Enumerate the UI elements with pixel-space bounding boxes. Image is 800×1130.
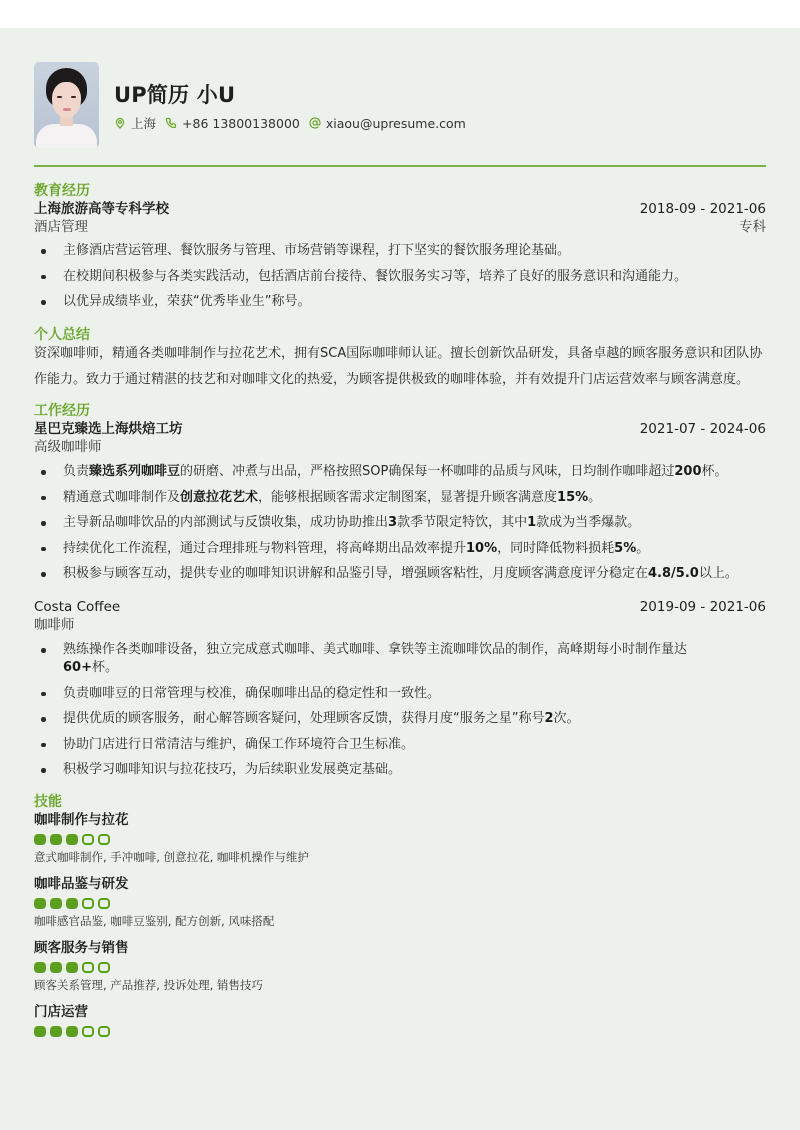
highlight-text: 臻选系列咖啡豆 [89, 464, 181, 479]
skill-level [34, 898, 766, 909]
job-date: 2021-07 - 2024-06 [639, 421, 766, 437]
skill-level [34, 1026, 766, 1037]
list-item: 负责臻选系列咖啡豆的研磨、冲煮与出品，严格按照SOP确保每一杯咖啡的品质与风味，日均制作咖啡超过200杯。 [34, 463, 766, 481]
level-dot-filled-icon [50, 962, 62, 973]
highlight-text: 1 [527, 515, 537, 530]
job-date: 2019-09 - 2021-06 [639, 599, 766, 615]
skill-item [34, 939, 766, 994]
location-pin-icon [114, 117, 126, 129]
section-title: 个人总结 [34, 327, 90, 343]
contact-phone-text: +86 13800138000 [182, 115, 300, 131]
skill-item [34, 811, 766, 866]
education-date: 2018-09 - 2021-06 [639, 201, 766, 217]
skill-desc: 顾客关系管理, 产品推荐, 投诉处理, 销售技巧 [34, 978, 263, 992]
skills-list [34, 811, 766, 1037]
section-title: 工作经历 [34, 403, 90, 419]
level-dot-filled-icon [50, 898, 62, 909]
level-dot-empty-icon [98, 1026, 110, 1037]
level-dot-filled-icon [34, 1026, 46, 1037]
contact-email[interactable] [309, 116, 466, 131]
list-item: 积极学习咖啡知识与拉花技巧，为后续职业发展奠定基础。 [34, 761, 766, 779]
contact-email-text[interactable]: xiaou@upresume.com [325, 115, 466, 131]
highlight-text: 10% [466, 540, 498, 556]
skill-name: 门店运营 [34, 1004, 88, 1020]
list-item: 协助门店进行日常清洁与维护，确保工作环境符合卫生标准。 [34, 736, 766, 754]
avatar-eye [71, 96, 76, 98]
list-item: 负责咖啡豆的日常管理与校准，确保咖啡出品的稳定性和一致性。 [34, 685, 766, 703]
highlight-text: 200 [674, 464, 702, 479]
skill-name: 顾客服务与销售 [34, 940, 129, 956]
skill-item [34, 875, 766, 930]
resume-header [34, 28, 766, 166]
header-divider [34, 165, 766, 167]
top-band [0, 0, 800, 28]
contact-info [114, 114, 475, 132]
level-dot-filled-icon [34, 962, 46, 973]
degree: 专科 [739, 219, 766, 235]
level-dot-empty-icon [82, 962, 94, 973]
highlight-text: 4.8/5.0 [648, 566, 699, 581]
list-item: 持续优化工作流程，通过合理排班与物料管理，将高峰期出品效率提升10%，同时降低物料损耗5%。 [34, 540, 766, 558]
list-item: 主导新品咖啡饮品的内部测试与反馈收集，成功协助推出3款季节限定特饮，其中1款成为当季爆款。 [34, 514, 766, 532]
level-dot-filled-icon [66, 962, 78, 973]
phone-icon [165, 117, 177, 129]
job-row [34, 420, 766, 438]
level-dot-filled-icon [66, 898, 78, 909]
level-dot-filled-icon [50, 1026, 62, 1037]
highlight-text: 15% [557, 489, 589, 505]
skill-name: 咖啡品鉴与研发 [34, 876, 129, 892]
resume-page [0, 28, 800, 1130]
work-section [34, 402, 766, 779]
summary-text: 资深咖啡师，精通各类咖啡制作与拉花艺术，拥有SCA国际咖啡师认证。擅长创新饮品研发，具备卓越的顾客服务意识和团队协作能力。致力于通过精湛的技艺和对咖啡文化的热爱，为顾客提供极致的咖啡体验，并有效提升门店运营效率与顾客满意度。 [34, 346, 763, 387]
highlight-text: 3 [388, 515, 398, 530]
summary-section [34, 326, 766, 393]
job-entry [34, 420, 766, 583]
level-dot-empty-icon [82, 834, 94, 845]
education-row [34, 200, 766, 218]
education-subrow [34, 218, 766, 236]
list-item: 主修酒店营运管理、餐饮服务与管理、市场营销等课程，打下坚实的餐饮服务理论基础。 [34, 242, 766, 260]
contact-location [114, 114, 156, 132]
level-dot-empty-icon [98, 834, 110, 845]
highlight-text: 60+ [63, 660, 92, 675]
school-name: 上海旅游高等专科学校 [34, 201, 169, 217]
list-item: 在校期间积极参与各类实践活动，包括酒店前台接待、餐饮服务实习等，培养了良好的服务意识和沟通能力。 [34, 268, 766, 286]
skill-desc: 意式咖啡制作, 手冲咖啡, 创意拉花, 咖啡机操作与维护 [34, 850, 309, 864]
avatar-jacket [36, 124, 97, 148]
education-bullets [34, 242, 766, 311]
at-sign-icon [309, 117, 321, 129]
highlight-text: 2 [544, 711, 554, 726]
company-name: Costa Coffee [34, 599, 121, 615]
section-title: 教育经历 [34, 183, 90, 199]
job-bullets [34, 463, 766, 583]
education-section [34, 182, 766, 311]
skills-section [34, 793, 766, 1037]
avatar-face [52, 82, 81, 118]
candidate-name: UP简历 小U [114, 83, 236, 107]
skill-item [34, 1003, 766, 1037]
list-item: 提供优质的顾客服务，耐心解答顾客疑问，处理顾客反馈，获得月度“服务之星”称号2次。 [34, 710, 766, 728]
job-role: 咖啡师 [34, 617, 75, 633]
major: 酒店管理 [34, 219, 88, 235]
avatar [34, 62, 99, 148]
level-dot-filled-icon [66, 1026, 78, 1037]
section-title: 技能 [34, 794, 62, 810]
level-dot-empty-icon [82, 898, 94, 909]
highlight-text: 5% [614, 540, 637, 556]
job-row [34, 598, 766, 616]
level-dot-empty-icon [98, 898, 110, 909]
list-item: 以优异成绩毕业，荣获“优秀毕业生”称号。 [34, 293, 766, 311]
skill-level [34, 834, 766, 845]
company-name: 星巴克臻选上海烘焙工坊 [34, 421, 183, 437]
skill-desc: 咖啡感官品鉴, 咖啡豆鉴别, 配方创新, 风味搭配 [34, 914, 275, 928]
level-dot-filled-icon [34, 834, 46, 845]
level-dot-filled-icon [50, 834, 62, 845]
level-dot-empty-icon [82, 1026, 94, 1037]
highlight-text: 创意拉花艺术 [180, 489, 259, 505]
list-item: 熟练操作各类咖啡设备，独立完成意式咖啡、美式咖啡、拿铁等主流咖啡饮品的制作，高峰期每小时制作量达60+杯。 [34, 641, 766, 677]
level-dot-empty-icon [98, 962, 110, 973]
job-entry [34, 598, 766, 779]
job-role: 高级咖啡师 [34, 439, 102, 455]
list-item: 精通意式咖啡制作及创意拉花艺术，能够根据顾客需求定制图案，显著提升顾客满意度15%。 [34, 489, 766, 507]
avatar-lips [63, 108, 71, 111]
level-dot-filled-icon [66, 834, 78, 845]
contact-phone [165, 116, 300, 131]
avatar-eye [57, 96, 62, 98]
job-bullets [34, 641, 766, 779]
skill-name: 咖啡制作与拉花 [34, 812, 129, 828]
skill-level [34, 962, 766, 973]
contact-location-text: 上海 [131, 116, 157, 131]
list-item: 积极参与顾客互动，提供专业的咖啡知识讲解和品鉴引导，增强顾客粘性，月度顾客满意度评分稳定在4.8/5.0以上。 [34, 565, 766, 583]
level-dot-filled-icon [34, 898, 46, 909]
